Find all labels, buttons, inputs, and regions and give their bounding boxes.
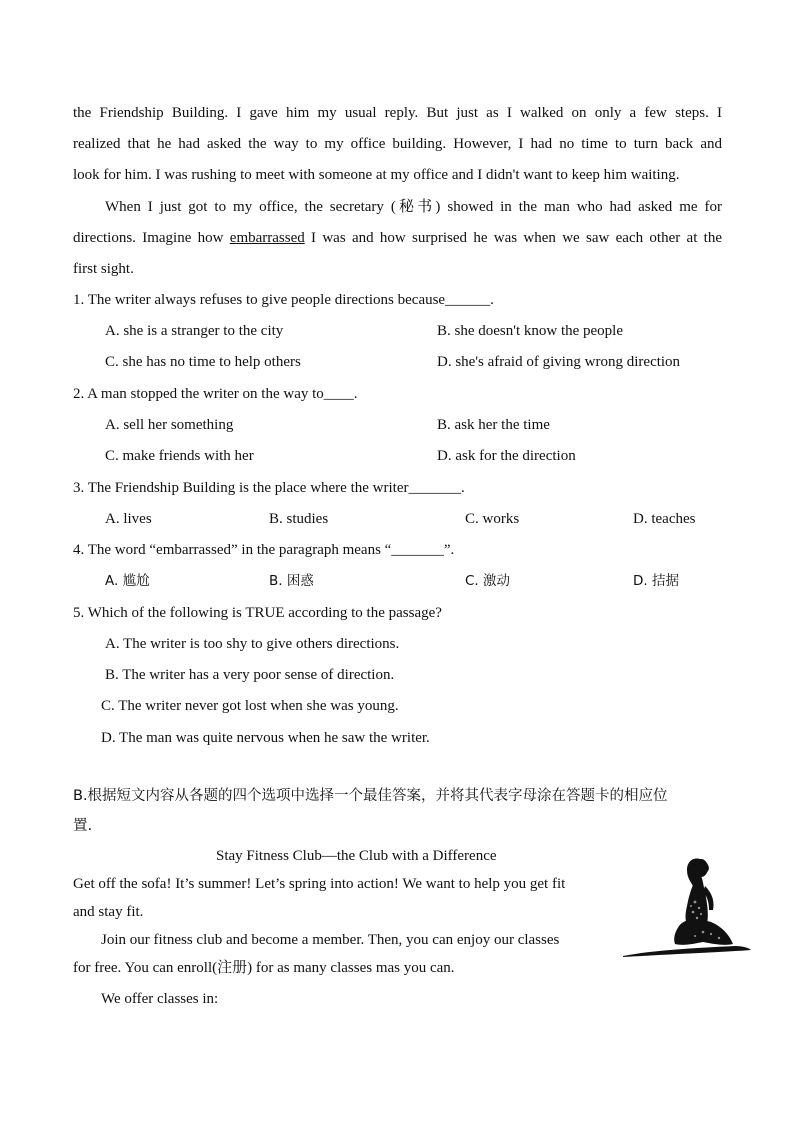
club-para-1-line-2: and stay fit. xyxy=(73,904,144,920)
question-3-option-b: B. studies xyxy=(269,511,329,527)
question-5-option-c: C. The writer never got lost when she was young. xyxy=(101,698,399,714)
question-4-option-b: B. 困惑 xyxy=(269,573,314,589)
club-title: Stay Fitness Club—the Club with a Difference xyxy=(216,848,497,864)
question-2-option-d: D. ask for the direction xyxy=(437,448,576,464)
question-5-option-b: B. The writer has a very poor sense of direction. xyxy=(105,667,395,683)
question-4-option-a: A. 尴尬 xyxy=(105,573,150,589)
question-1-option-a: A. she is a stranger to the city xyxy=(105,323,284,339)
question-4-option-d: D. 拮据 xyxy=(633,573,679,589)
question-3-option-c: C. works xyxy=(465,511,520,527)
woman-silhouette-icon xyxy=(615,852,755,962)
question-5-option-d: D. The man was quite nervous when he saw the writer. xyxy=(101,730,430,746)
passage-line-5 xyxy=(73,228,722,248)
question-1-option-d: D. she's afraid of giving wrong direction xyxy=(437,354,681,370)
embarrassed-word: embarrassed xyxy=(229,230,305,246)
club-para-1-line-1: Get off the sofa! It’s summer! Let’s spring into action! We want to help you get fit xyxy=(73,876,566,892)
question-4-stem: 4. The word “embarrassed” in the paragraph means “_______”. xyxy=(73,542,455,558)
question-5-stem: 5. Which of the following is TRUE according to the passage? xyxy=(73,605,442,621)
club-para-2-line-1: Join our fitness club and become a member. Then, you can enjoy our classes xyxy=(101,932,560,948)
section-b-instruction-line-2: 置. xyxy=(73,818,93,834)
question-2-option-a: A. sell her something xyxy=(105,417,234,433)
section-b-instruction-line-1: B.根据短文内容从各题的四个选项中选择一个最佳答案，并将其代表字母涂在答题卡的相应位 xyxy=(73,788,668,804)
passage-line-4: When I just got to my office, the secretary (秘书) showed in the man who had asked me for xyxy=(105,199,722,215)
question-4-option-c: C. 激动 xyxy=(465,573,511,589)
question-2-option-b: B. ask her the time xyxy=(437,417,550,433)
passage-line-5-pre: directions. Imagine how xyxy=(73,230,230,246)
passage-line-6: first sight. xyxy=(73,261,134,277)
passage-line-2: realized that he had asked the way to my office building. However, I had no time to turn back and xyxy=(73,136,722,152)
passage-line-1: the Friendship Building. I gave him my usual reply. But just as I walked on only a few steps. I xyxy=(73,105,722,121)
question-5-option-a: A. The writer is too shy to give others directions. xyxy=(105,636,400,652)
question-3-stem: 3. The Friendship Building is the place where the writer_______. xyxy=(73,480,465,496)
question-1-option-b: B. she doesn't know the people xyxy=(437,323,624,339)
passage-line-3: look for him. I was rushing to meet with someone at my office and I didn't want to keep him waiting. xyxy=(73,167,680,183)
question-1-stem: 1. The writer always refuses to give people directions because______. xyxy=(73,292,494,308)
question-2-stem: 2. A man stopped the writer on the way to____. xyxy=(73,386,358,402)
club-para-3: We offer classes in: xyxy=(101,991,219,1007)
question-1-option-c: C. she has no time to help others xyxy=(105,354,301,370)
question-3-option-d: D. teaches xyxy=(633,511,696,527)
passage-line-5-post: I was and how surprised he was when we saw each other at the xyxy=(304,230,722,246)
club-para-2-line-2: for free. You can enroll(注册) for as many classes mas you can. xyxy=(73,960,455,976)
question-2-option-c: C. make friends with her xyxy=(105,448,254,464)
question-3-option-a: A. lives xyxy=(105,511,152,527)
